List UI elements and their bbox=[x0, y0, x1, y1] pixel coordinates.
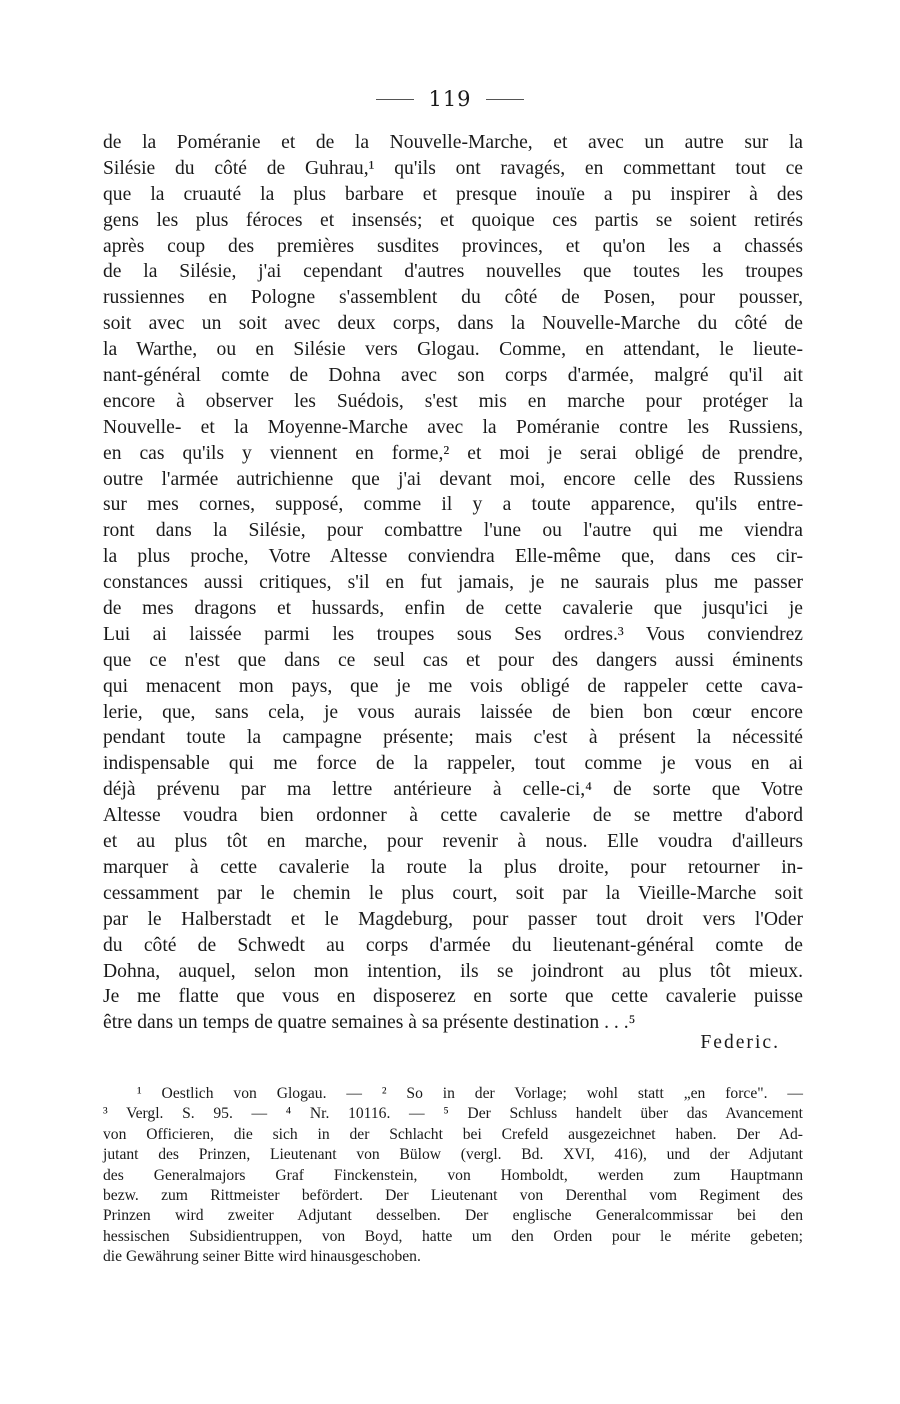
footnotes bbox=[103, 1084, 803, 1268]
footnote-line: jutant des Prinzen, Lieutenant von Bülow (vergl. Bd. XVI, 416), und der Adjutant bbox=[103, 1146, 803, 1164]
body-line: indispensable qui me force de la rappeler, tout comme je vous en ai bbox=[103, 753, 803, 775]
body-line: russiennes en Pologne s'assemblent du côté de Posen, pour pousser, bbox=[103, 287, 803, 309]
body-line: sur mes cornes, supposé, comme il y a toute apparence, qu'ils entre- bbox=[103, 494, 803, 516]
footnote-line: ¹ Oestlich von Glogau. — ² So in der Vorlage; wohl statt „en force". — bbox=[137, 1085, 803, 1102]
header-rule-right bbox=[486, 99, 524, 100]
body-line: Nouvelle- et la Moyenne-Marche avec la Poméranie contre les Russiens, bbox=[103, 416, 803, 438]
body-line: encore à observer les Suédois, s'est mis en marche pour protéger la bbox=[103, 390, 803, 412]
signature: Federic. bbox=[700, 1032, 780, 1053]
body-line: Altesse voudra bien ordonner à cette cavalerie de se mettre d'abord bbox=[103, 805, 803, 827]
body-line: cessamment par le chemin le plus court, soit par la Vieille-Marche soit bbox=[103, 882, 803, 904]
footnote-line: des Generalmajors Graf Finckenstein, von Homboldt, werden zum Hauptmann bbox=[103, 1166, 803, 1184]
body-line: de la Poméranie et de la Nouvelle-Marche, et avec un autre sur la bbox=[103, 132, 803, 153]
body-line: du côté de Schwedt au corps d'armée du lieutenant-général comte de bbox=[103, 934, 803, 956]
body-line: et au plus tôt en marche, pour revenir à nous. Elle voudra d'ailleurs bbox=[103, 831, 803, 853]
body-line: en cas qu'ils y viennent en forme,² et moi je serai obligé de prendre, bbox=[103, 442, 803, 464]
body-line: de mes dragons et hussards, enfin de cette cavalerie que jusqu'ici je bbox=[103, 598, 803, 620]
body-line: Je me flatte que vous en disposerez en sorte que cette cavalerie puisse bbox=[103, 986, 803, 1008]
body-line: déjà prévenu par ma lettre antérieure à celle-ci,⁴ de sorte que Votre bbox=[103, 779, 803, 801]
body-line: pendant toute la campagne présente; mais c'est à présent la nécessité bbox=[103, 727, 803, 749]
body-line: que ce n'est que dans ce seul cas et pour des dangers aussi éminents bbox=[103, 649, 803, 671]
body-line: constances aussi critiques, s'il en fut jamais, je ne saurais plus me passer bbox=[103, 572, 803, 594]
body-line: Dohna, auquel, selon mon intention, ils se joindront au plus tôt mieux. bbox=[103, 960, 803, 982]
body-line: lerie, que, sans cela, je vous aurais laissée de bien bon cœur encore bbox=[103, 701, 803, 723]
footnote-line: bezw. zum Rittmeister befördert. Der Lieutenant von Derenthal vom Regiment des bbox=[103, 1186, 803, 1204]
footnote-line: die Gewährung seiner Bitte wird hinausgeschoben. bbox=[103, 1248, 421, 1266]
footnote-line: Prinzen wird zweiter Adjutant desselben. Der englische Generalcommissar bei den bbox=[103, 1207, 803, 1225]
letter-body bbox=[103, 130, 803, 1036]
body-line: outre l'armée autrichienne que j'ai devant moi, encore celle des Russiens bbox=[103, 468, 803, 490]
page-header bbox=[0, 84, 900, 114]
header-rule-left bbox=[376, 99, 414, 100]
body-line: être dans un temps de quatre semaines à sa présente destination . . .⁵ bbox=[103, 1012, 636, 1034]
body-line: la plus proche, Votre Altesse conviendra Elle-même que, dans ces cir- bbox=[103, 546, 803, 568]
footnote-line: ³ Vergl. S. 95. — ⁴ Nr. 10116. — ⁵ Der Schluss handelt über das Avancement bbox=[103, 1105, 803, 1123]
body-line: par le Halberstadt et le Magdeburg, pour passer tout droit vers l'Oder bbox=[103, 908, 803, 930]
body-line: qui menacent mon pays, que je me vois obligé de rappeler cette cava- bbox=[103, 675, 803, 697]
body-line: gens les plus féroces et insensés; et quoique ces partis se soient retirés bbox=[103, 209, 803, 231]
body-line: soit avec un soit avec deux corps, dans la Nouvelle-Marche du côté de bbox=[103, 313, 803, 335]
footnote-line: von Officieren, die sich in der Schlacht bei Crefeld ausgezeichnet haben. Der Ad- bbox=[103, 1125, 803, 1143]
body-line: ront dans la Silésie, pour combattre l'une ou l'autre qui me viendra bbox=[103, 520, 803, 542]
body-line: la Warthe, ou en Silésie vers Glogau. Comme, en attendant, le lieute- bbox=[103, 339, 803, 361]
body-line: Lui ai laissée parmi les troupes sous Ses ordres.³ Vous conviendrez bbox=[103, 623, 803, 645]
footnote-line: hessischen Subsidientruppen, von Boyd, hatte um den Orden pour le mérite gebeten; bbox=[103, 1227, 803, 1245]
body-line: marquer à cette cavalerie la route la plus droite, pour retourner in- bbox=[103, 856, 803, 878]
page-number: 119 bbox=[428, 87, 472, 111]
body-line: de la Silésie, j'ai cependant d'autres nouvelles que toutes les troupes bbox=[103, 261, 803, 283]
body-line: que la cruauté la plus barbare et presque inouïe a pu inspirer à des bbox=[103, 183, 803, 205]
body-line: après coup des premières susdites provinces, et qu'on les a chassés bbox=[103, 235, 803, 257]
body-line: Silésie du côté de Guhrau,¹ qu'ils ont ravagés, en commettant tout ce bbox=[103, 157, 803, 179]
body-line: nant-général comte de Dohna avec son corps d'armée, malgré qu'il ait bbox=[103, 365, 803, 387]
